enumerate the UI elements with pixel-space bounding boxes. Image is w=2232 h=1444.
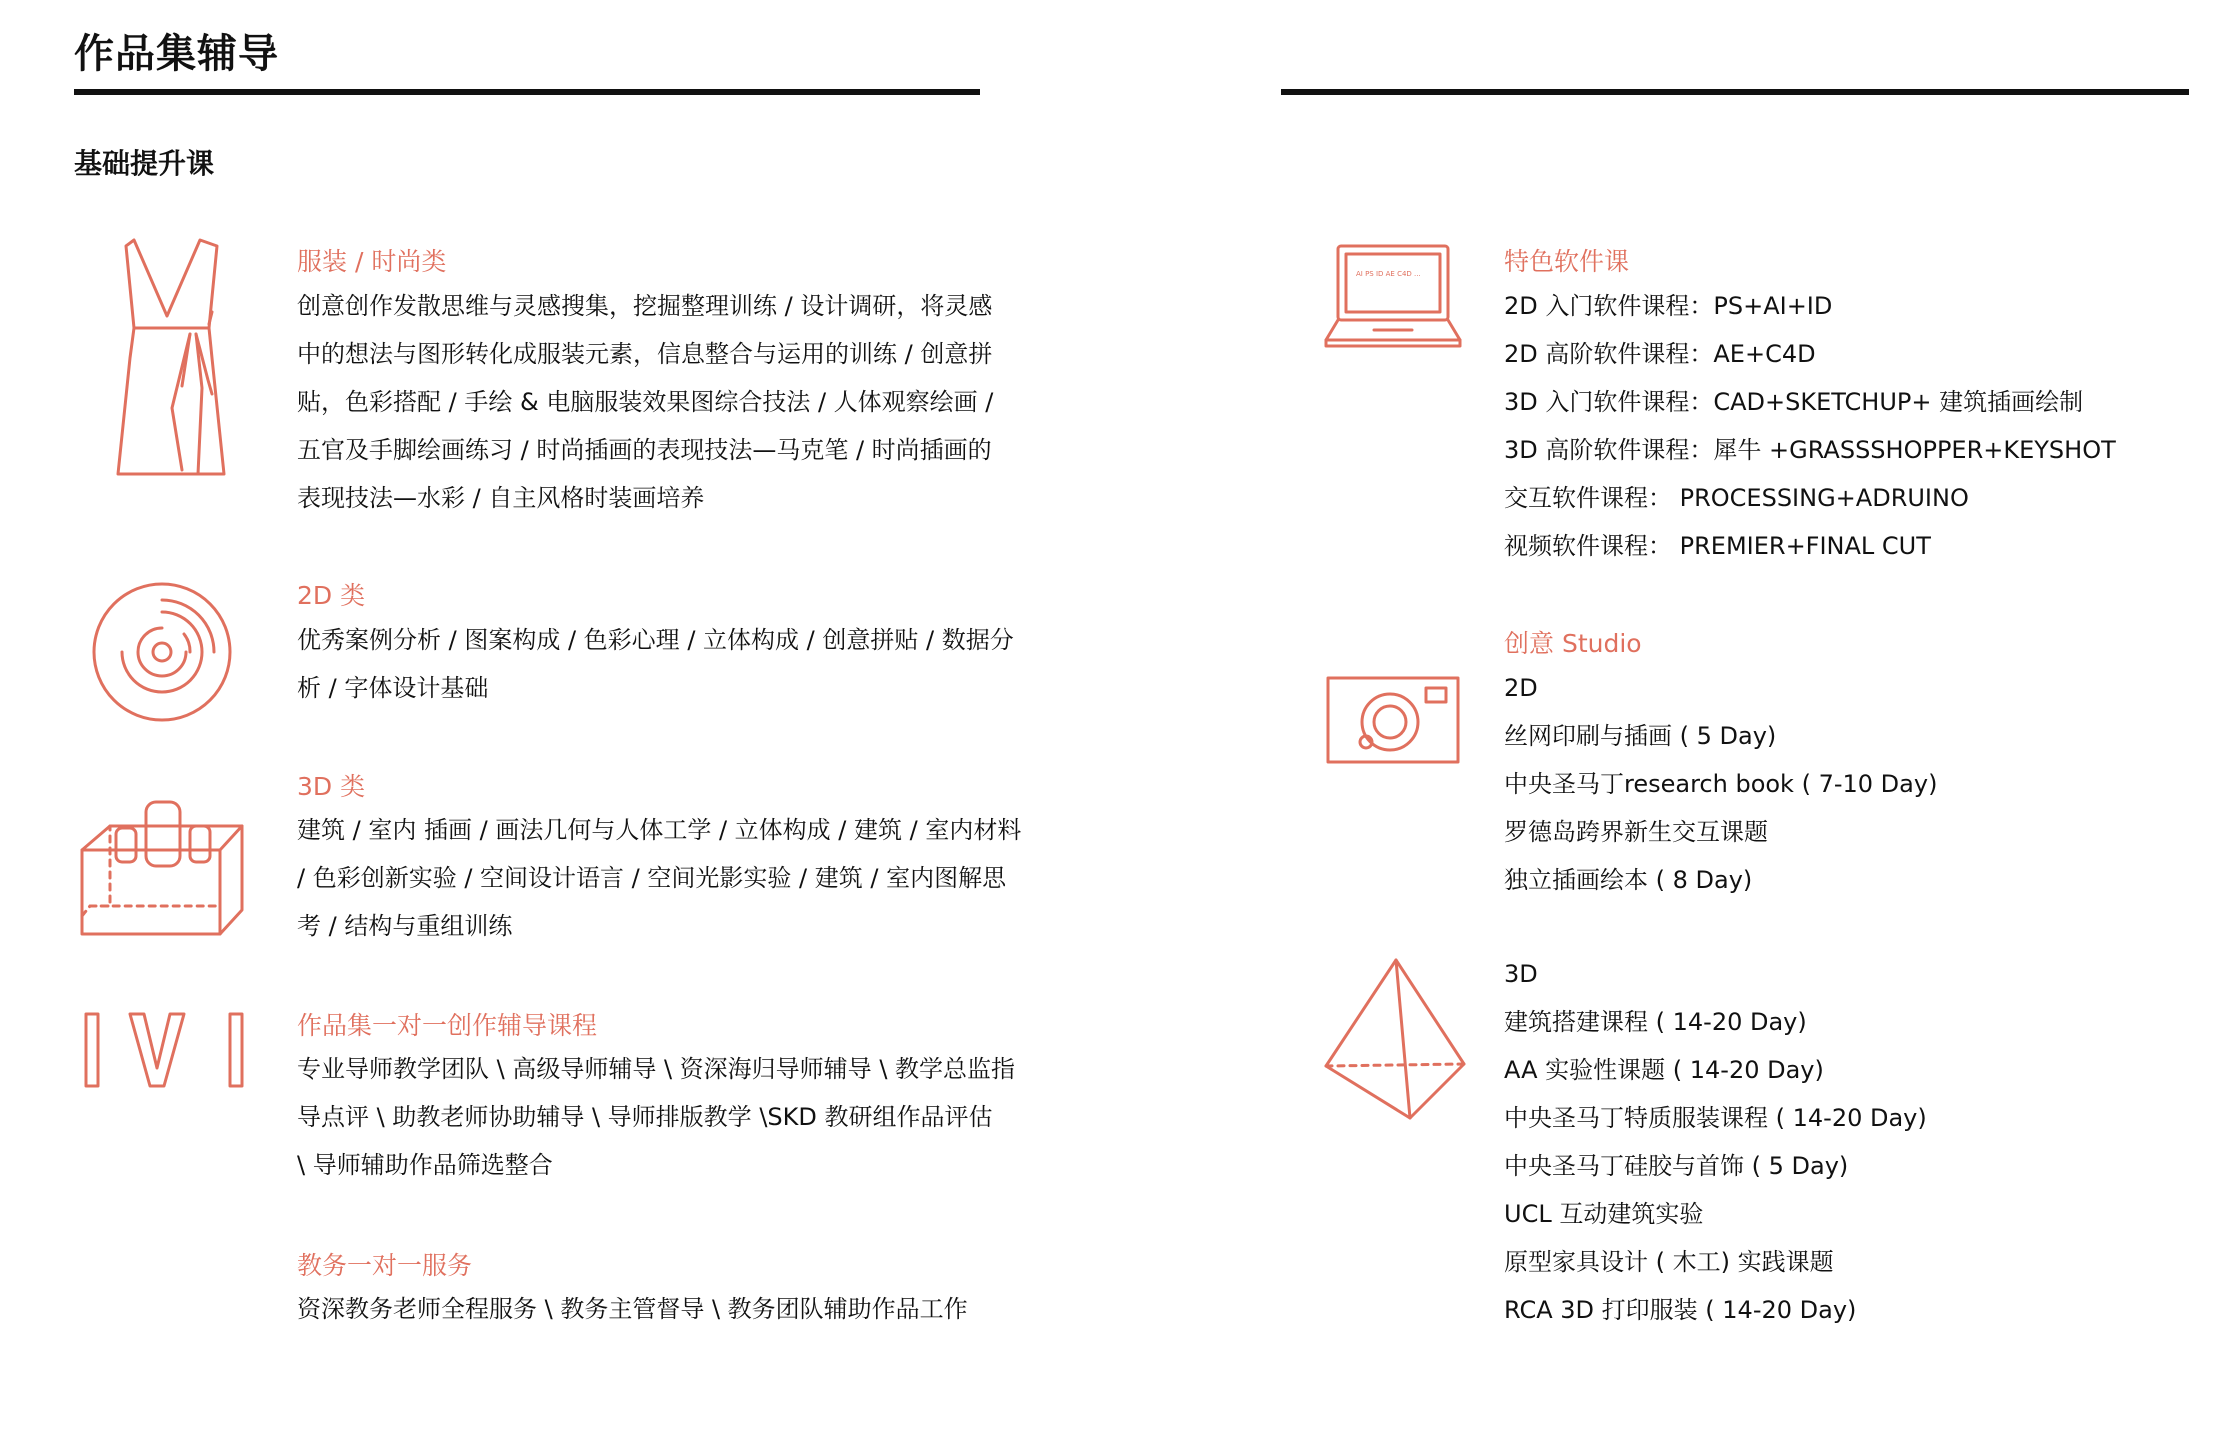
software-item: 3D 入门软件课程：CAD+SKETCHUP+ 建筑插画绘制 (1504, 388, 2084, 416)
studio-heading: 创意 Studio (1504, 629, 1642, 658)
3d-objects-icon (80, 796, 246, 942)
3d-heading: 3D 类 (297, 772, 366, 801)
studio-3d-item: UCL 互动建筑实验 (1504, 1200, 1704, 1228)
one-on-one-line: 专业导师教学团队 \ 高级导师辅导 \ 资深海归导师辅导 \ 教学总监指 (297, 1055, 1016, 1083)
fashion-line: 中的想法与图形转化成服装元素，信息整合与运用的训练 / 创意拼 (297, 340, 993, 368)
studio-3d-item: 中央圣马丁硅胶与首饰 ( 5 Day) (1504, 1152, 1849, 1180)
software-item: 交互软件课程： PROCESSING+ADRUINO (1504, 484, 1969, 512)
left-header-rule (74, 89, 980, 95)
3d-line: / 色彩创新实验 / 空间设计语言 / 空间光影实验 / 建筑 / 室内图解思 (297, 864, 1007, 892)
studio-2d-list (1504, 664, 1937, 904)
software-list (1504, 282, 2116, 570)
one-on-one-description (297, 1045, 1016, 1189)
one-on-one-line: 导点评 \ 助教老师协助辅导 \ 导师排版教学 \SKD 教研组作品评估 (297, 1103, 993, 1131)
academic-description (297, 1285, 987, 1333)
right-header-rule (1281, 89, 2189, 95)
fashion-line: 表现技法—水彩 / 自主风格时装画培养 (297, 484, 705, 512)
studio-2d-item: 丝网印刷与插画 ( 5 Day) (1504, 722, 1777, 750)
laptop-icon (1324, 244, 1462, 348)
studio-3d-item: 中央圣马丁特质服装课程 ( 14-20 Day) (1504, 1104, 1927, 1132)
3d-line: 建筑 / 室内 插画 / 画法几何与人体工学 / 立体构成 / 建筑 / 室内材料 (297, 816, 1022, 844)
academic-heading: 教务一对一服务 (297, 1251, 473, 1280)
software-heading: 特色软件课 (1504, 247, 1630, 276)
one-on-one-line: \ 导师辅助作品筛选整合 (297, 1151, 553, 1179)
vinyl-record-icon (92, 582, 232, 722)
3d-line: 考 / 结构与重组训练 (297, 912, 513, 940)
studio-2d-item: 独立插画绘本 ( 8 Day) (1504, 866, 1753, 894)
fashion-heading: 服装 / 时尚类 (297, 247, 447, 276)
studio-3d-label: 3D (1504, 960, 1538, 988)
fashion-description (297, 282, 994, 522)
academic-line: 资深教务老师全程服务 \ 教务主管督导 \ 教务团队辅助作品工作 (297, 1295, 968, 1323)
dress-icon (112, 238, 222, 480)
3d-description (297, 806, 1022, 950)
studio-3d-item: AA 实验性课题 ( 14-20 Day) (1504, 1056, 1824, 1084)
pyramid-icon (1324, 958, 1466, 1120)
studio-2d-item: 罗德岛跨界新生交互课题 (1504, 818, 1768, 846)
2d-description (297, 616, 1014, 712)
fashion-line: 创意创作发散思维与灵感搜集，挖掘整理训练 / 设计调研，将灵感 (297, 292, 993, 320)
software-item: 2D 高阶软件课程：AE+C4D (1504, 340, 1816, 368)
fashion-line: 贴，色彩搭配 / 手绘 & 电脑服装效果图综合技法 / 人体观察绘画 / (297, 388, 994, 416)
software-item: 视频软件课程： PREMIER+FINAL CUT (1504, 532, 1931, 560)
software-item: 2D 入门软件课程：PS+AI+ID (1504, 292, 1833, 320)
studio-3d-item: RCA 3D 打印服装 ( 14-20 Day) (1504, 1296, 1857, 1324)
fashion-line: 五官及手脚绘画练习 / 时尚插画的表现技法—马克笔 / 时尚插画的 (297, 436, 992, 464)
studio-3d-item: 建筑搭建课程 ( 14-20 Day) (1504, 1008, 1807, 1036)
ivi-icon (84, 1012, 244, 1088)
2d-line: 析 / 字体设计基础 (297, 674, 489, 702)
2d-line: 优秀案例分析 / 图案构成 / 色彩心理 / 立体构成 / 创意拼贴 / 数据分 (297, 626, 1014, 654)
studio-2d-item: 中央圣马丁research book ( 7-10 Day) (1504, 770, 1938, 798)
page-title: 作品集辅导 (74, 31, 279, 77)
studio-2d-label: 2D (1504, 674, 1538, 702)
one-on-one-heading: 作品集一对一创作辅导课程 (297, 1011, 598, 1040)
laptop-screen-text: AI PS ID AE C4D ... (1356, 270, 1421, 278)
studio-3d-list (1504, 950, 1927, 1334)
camera-icon (1326, 676, 1460, 764)
section-subtitle: 基础提升课 (74, 147, 215, 180)
software-item: 3D 高阶软件课程：犀牛 +GRASSSHOPPER+KEYSHOT (1504, 436, 2116, 464)
2d-heading: 2D 类 (297, 581, 366, 610)
studio-3d-item: 原型家具设计 ( 木工) 实践课题 (1504, 1248, 1834, 1276)
